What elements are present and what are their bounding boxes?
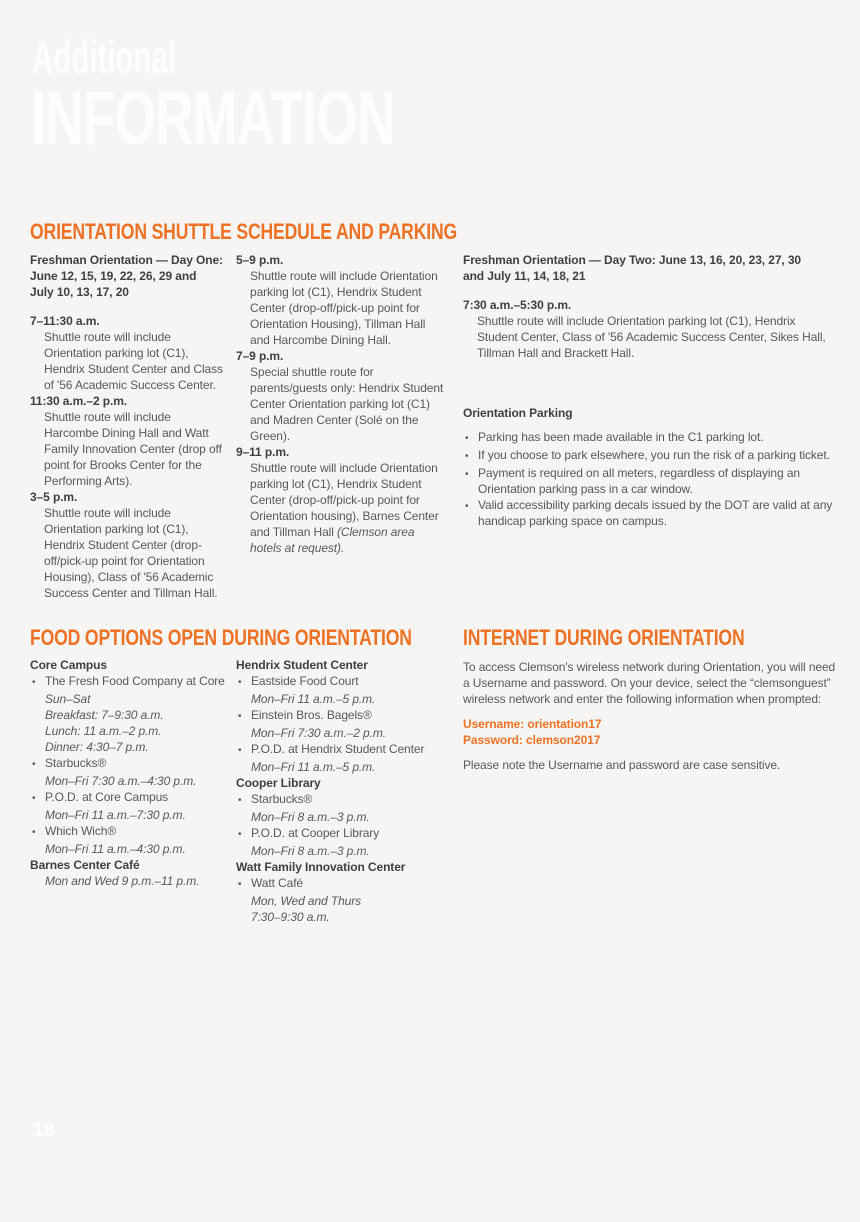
shuttle-slot — [236, 444, 446, 556]
food-group-title: Core Campus — [30, 658, 107, 672]
wifi-username: Username: orientation17 — [463, 717, 602, 731]
bullet-icon — [30, 673, 45, 691]
food-item-hours: 7:30–9:30 a.m. — [251, 910, 330, 924]
food-item — [30, 755, 236, 789]
day-two-intro — [463, 252, 839, 284]
slot-time: 7:30 a.m.–5:30 p.m. — [463, 298, 572, 312]
food-item-hours: Breakfast: 7–9:30 a.m. — [45, 708, 164, 722]
food-item-hours: Dinner: 4:30–7 p.m. — [45, 740, 149, 754]
food-item-name: P.O.D. at Core Campus — [45, 790, 169, 804]
bullet-icon — [30, 789, 45, 807]
shuttle-slot — [463, 297, 839, 361]
food-item-name: Starbucks® — [251, 792, 313, 806]
bullet-icon — [463, 497, 478, 515]
food-group-title: Cooper Library — [236, 776, 321, 790]
slot-description: Shuttle route will include Orientation parking lot (C1), Hendrix Student Center (drop-off/pick-up point for Orientation Housing), Class of '56 Academic Success Center and Tillman Hall. — [44, 506, 218, 600]
food-item-hours: Mon, Wed and Thurs — [251, 894, 362, 908]
bullet-icon — [236, 707, 251, 725]
shuttle-slot — [236, 348, 446, 444]
food-item-hours: Mon–Fri 11 a.m.–5 p.m. — [251, 692, 376, 706]
parking-bullet-text: If you choose to park elsewhere, you run the risk of a parking ticket. — [478, 448, 830, 462]
parking-bullet-text: Valid accessibility parking decals issued by the DOT are valid at any handicap parking space on campus. — [478, 498, 833, 528]
bullet-icon — [30, 755, 45, 773]
slot-description: Shuttle route will include Harcombe Dining Hall and Watt Family Innovation Center (drop off point for Brooks Center for the Performing Arts). — [44, 410, 222, 488]
shuttle-day-one-evening-column — [236, 252, 446, 556]
food-item — [236, 707, 450, 741]
food-item-hours: Mon–Fri 8 a.m.–3 p.m. — [251, 810, 370, 824]
food-column-2 — [236, 657, 450, 925]
shuttle-section-heading: ORIENTATION SHUTTLE SCHEDULE AND PARKING — [30, 219, 458, 244]
bullet-icon — [236, 673, 251, 691]
internet-note: Please note the Username and password are case sensitive. — [463, 758, 781, 772]
food-group-title: Barnes Center Café — [30, 858, 140, 872]
food-group-watt-center — [236, 859, 450, 925]
food-item-name: Einstein Bros. Bagels® — [251, 708, 372, 722]
food-item-hours: Mon and Wed 9 p.m.–11 p.m. — [45, 874, 200, 888]
day-one-intro — [30, 252, 226, 300]
food-item-hours: Sun–Sat — [45, 692, 91, 706]
parking-bullet — [463, 465, 839, 497]
bullet-icon — [30, 823, 45, 841]
bullet-icon — [463, 465, 478, 483]
slot-description-text: Shuttle route will include Orientation parking lot (C1), Hendrix Student Center (drop-off/pick-up point for Orientation housing), Barnes Center and Tillman Hall — [250, 461, 439, 539]
bullet-icon — [236, 825, 251, 843]
slot-description: Shuttle route will include Orientation parking lot (C1), Hendrix Student Center and Class of '56 Academic Success Center. — [44, 330, 223, 392]
food-group-hendrix — [236, 657, 450, 775]
slot-time: 3–5 p.m. — [30, 490, 78, 504]
food-item-hours: Lunch: 11 a.m.–2 p.m. — [45, 724, 162, 738]
food-item-hours: Mon–Fri 7:30 a.m.–4:30 p.m. — [45, 774, 197, 788]
food-item-row — [236, 791, 450, 809]
food-item-row — [236, 707, 450, 725]
food-item — [236, 741, 450, 775]
slot-description: Shuttle route will include Orientation parking lot (C1), Hendrix Student Center (drop-off/pick-up point for Orientation Housing), Tillman Hall and Harcombe Dining Hall. — [250, 269, 438, 347]
page-title: INFORMATION — [31, 76, 395, 161]
page-number: 18 — [33, 1120, 55, 1141]
food-item — [30, 673, 236, 755]
day-two-intro-line: Freshman Orientation — Day Two: June 13, 16, 20, 23, 27, 30 — [463, 253, 802, 267]
food-item-name: Starbucks® — [45, 756, 107, 770]
bullet-icon — [236, 741, 251, 759]
food-item-row — [30, 789, 236, 807]
food-item — [30, 823, 236, 857]
bullet-icon — [463, 447, 478, 465]
parking-bullet — [463, 497, 839, 529]
food-group-title: Watt Family Innovation Center — [236, 860, 406, 874]
food-item-hours: Mon–Fri 7:30 a.m.–2 p.m. — [251, 726, 386, 740]
shuttle-slot — [30, 313, 226, 393]
food-item-name: Eastside Food Court — [251, 674, 359, 688]
wifi-password: Password: clemson2017 — [463, 733, 601, 747]
food-item — [236, 791, 450, 825]
food-item-row — [236, 673, 450, 691]
food-item-hours: Mon–Fri 11 a.m.–4:30 p.m. — [45, 842, 186, 856]
shuttle-slot — [30, 489, 226, 601]
food-item-row — [30, 755, 236, 773]
bullet-icon — [236, 791, 251, 809]
food-item-hours: Mon–Fri 8 a.m.–3 p.m. — [251, 844, 370, 858]
slot-time: 9–11 p.m. — [236, 445, 290, 459]
food-item — [236, 673, 450, 707]
food-item-row — [30, 823, 236, 841]
food-item — [236, 875, 450, 925]
food-item-hours: Mon–Fri 11 a.m.–5 p.m. — [251, 760, 376, 774]
food-item-row — [30, 673, 236, 691]
internet-intro: To access Clemson's wireless network during Orientation, you will need a Username and password. On your device, select the “clemsonguest” wireless network and enter the following information when prompted: — [463, 660, 836, 706]
food-item — [236, 825, 450, 859]
food-item-row — [236, 741, 450, 759]
parking-bullet-text: Parking has been made available in the C1 parking lot. — [478, 430, 764, 444]
parking-bullet — [463, 429, 839, 447]
food-column-1 — [30, 657, 236, 889]
internet-block — [463, 659, 843, 773]
slot-time: 11:30 a.m.–2 p.m. — [30, 394, 128, 408]
slot-description: Shuttle route will include Orientation parking lot (C1), Hendrix Student Center, Class of '56 Academic Success Center, Sikes Hall, Tillman Hall and Brackett Hall. — [477, 314, 826, 360]
day-one-intro-line: June 12, 15, 19, 22, 26, 29 and — [30, 269, 197, 283]
food-section-heading: FOOD OPTIONS OPEN DURING ORIENTATION — [30, 625, 412, 650]
shuttle-slot — [236, 252, 446, 348]
parking-heading: Orientation Parking — [463, 406, 573, 420]
food-item-name: P.O.D. at Hendrix Student Center — [251, 742, 425, 756]
food-item-name: Watt Café — [251, 876, 304, 890]
internet-section-heading: INTERNET DURING ORIENTATION — [463, 625, 745, 650]
food-item-row — [236, 825, 450, 843]
slot-description — [250, 460, 446, 556]
food-group-cooper-library — [236, 775, 450, 859]
food-item — [30, 789, 236, 823]
shuttle-day-two-column — [463, 252, 839, 361]
header-kicker: Additional — [32, 31, 176, 83]
shuttle-slot — [30, 393, 226, 489]
slot-description: Special shuttle route for parents/guests only: Hendrix Student Center Orientation parking lot (C1) and Madren Center (Solé on the Green). — [250, 365, 444, 443]
food-item-hours: Mon–Fri 11 a.m.–7:30 p.m. — [45, 808, 186, 822]
slot-time: 5–9 p.m. — [236, 253, 284, 267]
food-group-core-campus — [30, 657, 236, 857]
orientation-parking-block — [463, 405, 839, 529]
day-one-intro-line: July 10, 13, 17, 20 — [30, 285, 129, 299]
day-two-intro-line: and July 11, 14, 18, 21 — [463, 269, 586, 283]
slot-time: 7–11:30 a.m. — [30, 314, 100, 328]
shuttle-day-one-column — [30, 252, 226, 601]
food-item-name: The Fresh Food Company at Core — [45, 674, 225, 688]
slot-time: 7–9 p.m. — [236, 349, 284, 363]
food-group-title: Hendrix Student Center — [236, 658, 368, 672]
bullet-icon — [236, 875, 251, 893]
food-item-name: Which Wich® — [45, 824, 117, 838]
food-item-row — [236, 875, 450, 893]
parking-bullet — [463, 447, 839, 465]
food-item-name: P.O.D. at Cooper Library — [251, 826, 380, 840]
food-group-barnes-center — [30, 857, 236, 889]
parking-bullet-text: Payment is required on all meters, regardless of displaying an Orientation parking pass in a car window. — [478, 466, 800, 496]
bullet-icon — [463, 429, 478, 447]
slot-description-note: (Clemson area hotels at request). — [250, 525, 415, 555]
day-one-intro-line: Freshman Orientation — Day One: — [30, 253, 223, 267]
